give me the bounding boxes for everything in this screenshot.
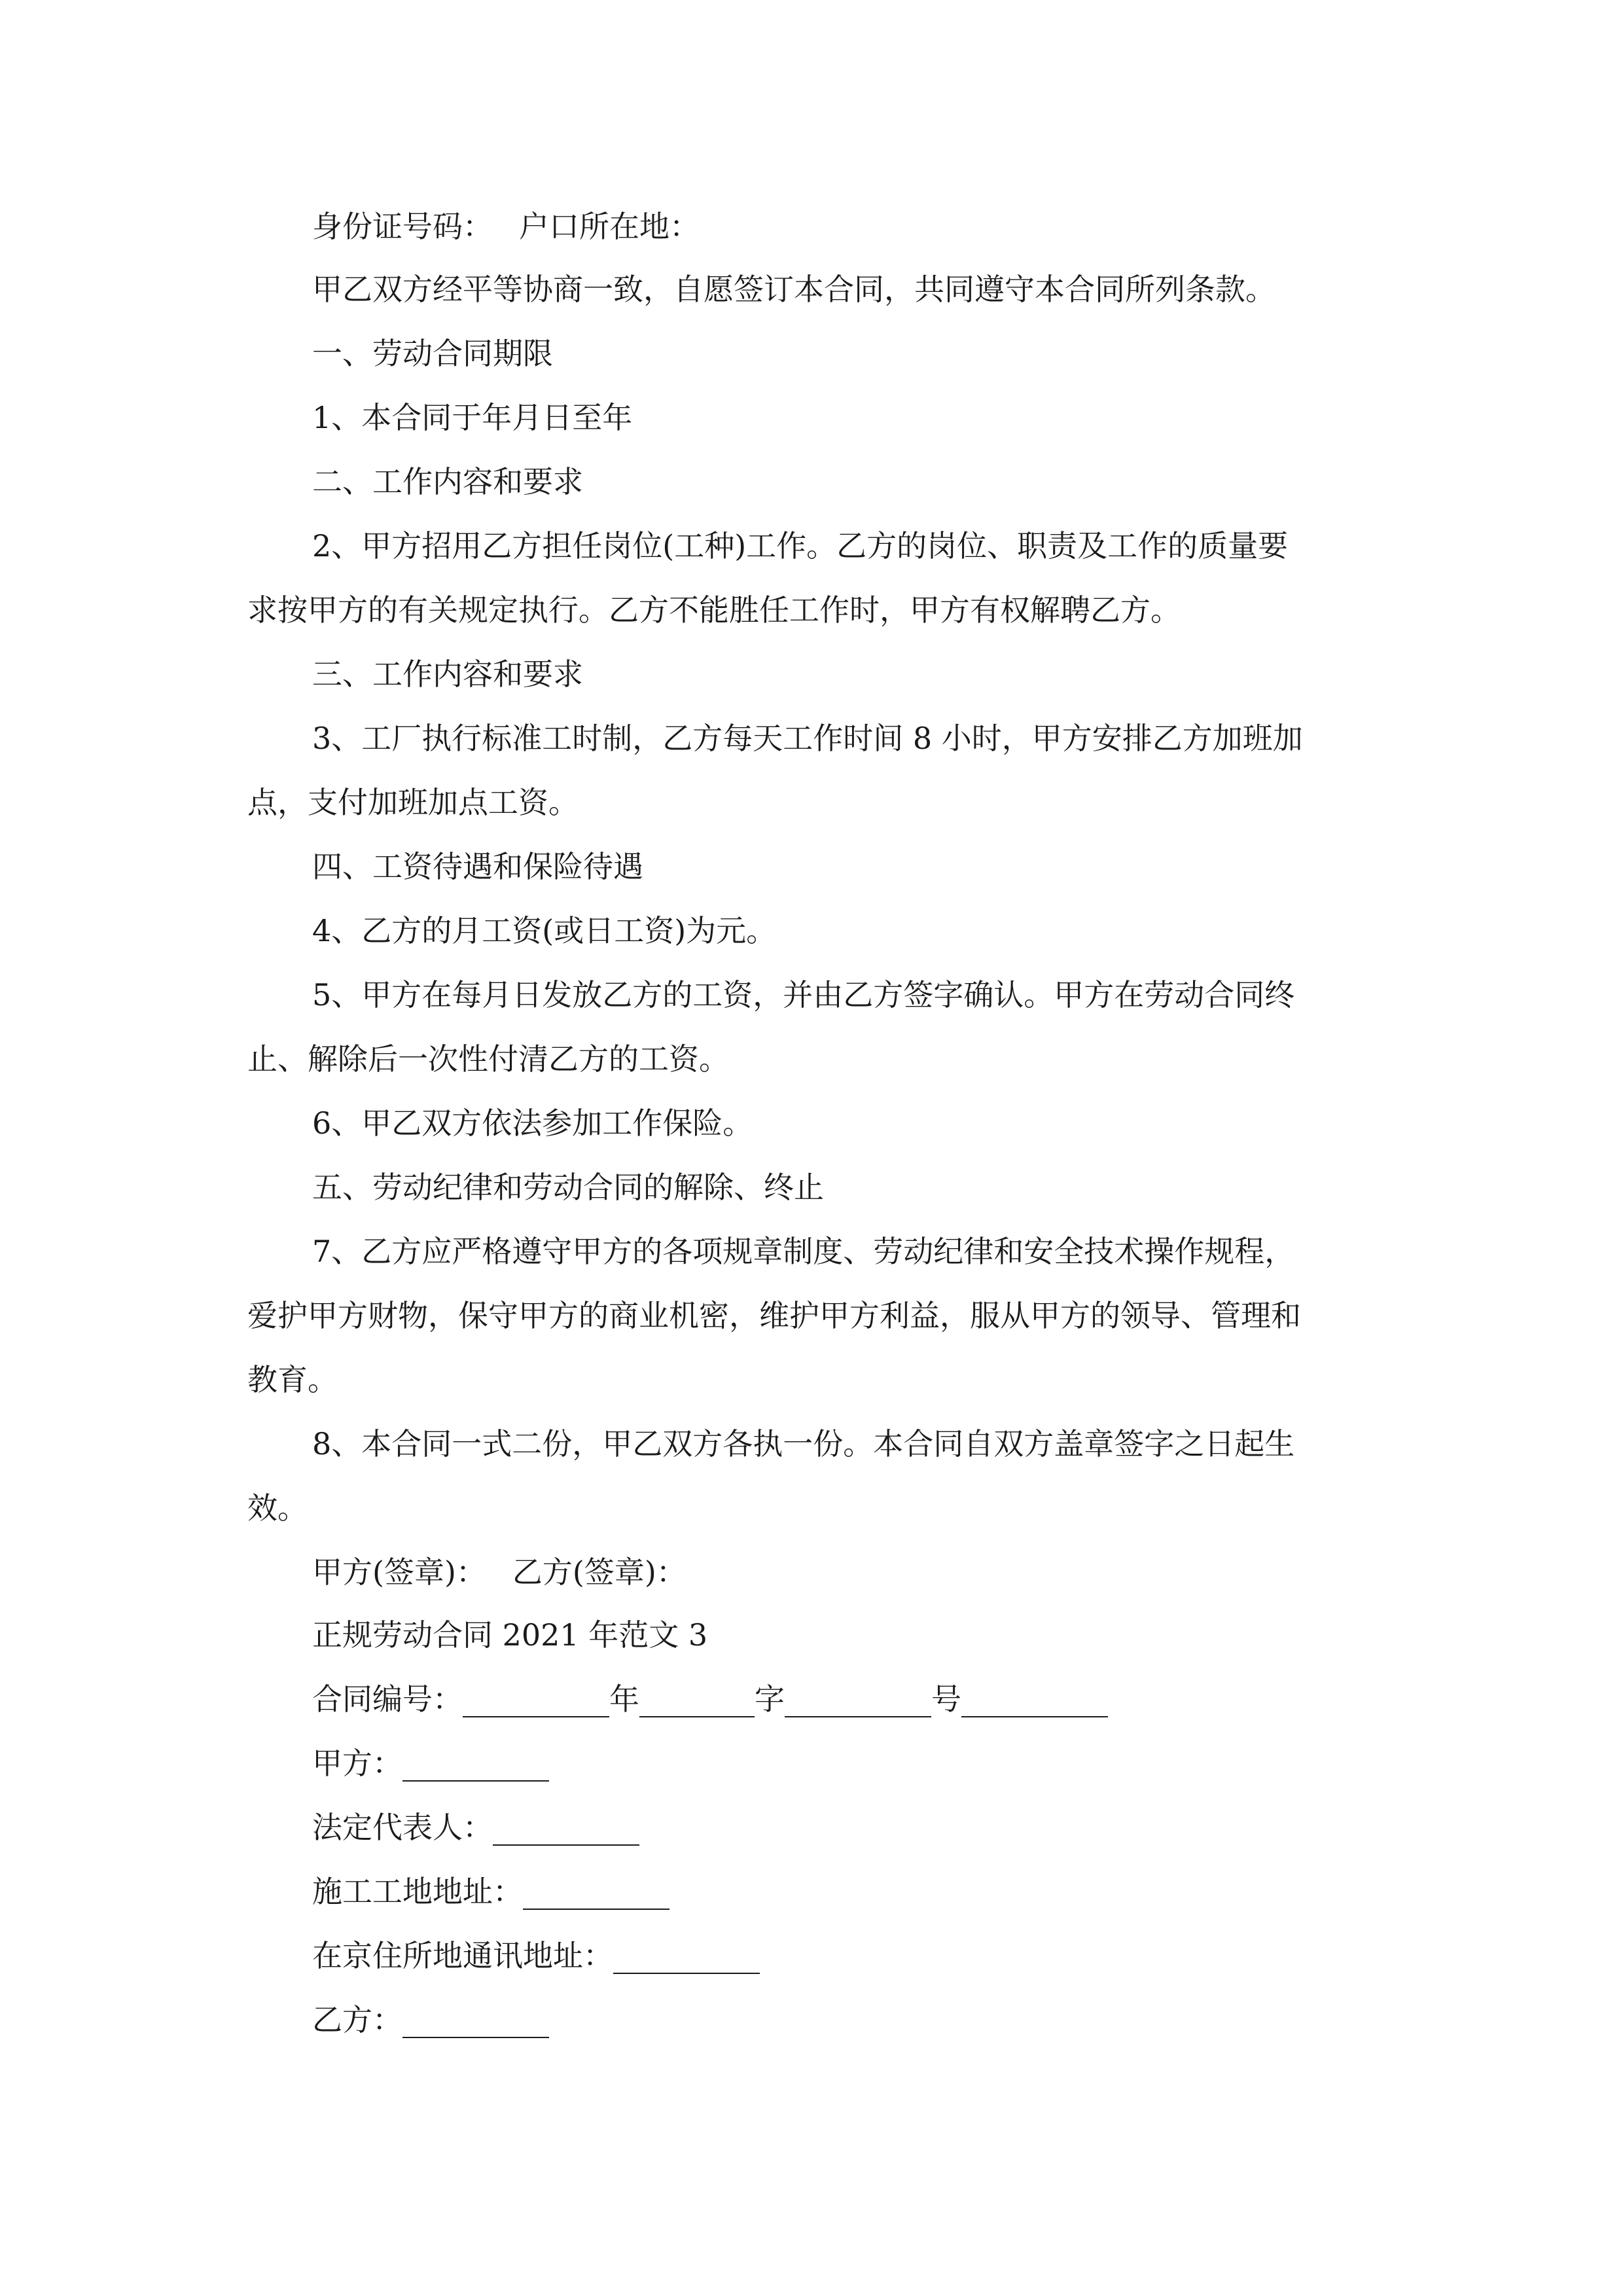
section-5-title: 五、劳动纪律和劳动合同的解除、终止 [312,1170,824,1205]
clause-4: 4、乙方的月工资(或日工资)为元。 [312,913,777,948]
section-3-title: 三、工作内容和要求 [312,656,583,692]
contract-number-label: 合同编号： [312,1681,463,1717]
party-a-blank[interactable] [402,1751,549,1782]
intro-paragraph: 甲乙双方经平等协商一致，自愿签订本合同，共同遵守本合同所列条款。 [312,272,1275,307]
legal-rep-line [312,1809,1451,1846]
clause-2-line-1: 2、甲方招用乙方担任岗位(工种)工作。乙方的岗位、职责及工作的质量要 [312,528,1289,564]
legal-rep-blank[interactable] [493,1816,639,1846]
section-2-title: 二、工作内容和要求 [312,464,583,499]
clause-1: 1、本合同于年月日至年 [312,400,633,435]
party-b-label: 乙方： [312,2002,402,2037]
id-number-label: 身份证号码： [312,209,493,244]
signature-line [312,1554,1451,1590]
clause-6: 6、甲乙双方依法参加工作保险。 [312,1105,753,1141]
clause-5-line-1: 5、甲方在每月日发放乙方的工资，并由乙方签字确认。甲方在劳动合同终 [312,977,1295,1013]
contract-num-label: 号 [931,1681,961,1717]
contract-year-label: 年 [609,1681,639,1717]
legal-rep-label: 法定代表人： [312,1810,493,1845]
clause-2-line-2: 求按甲方的有关规定执行。乙方不能胜任工作时，甲方有权解聘乙方。 [247,592,1181,628]
section-4-title: 四、工资待遇和保险待遇 [312,849,643,884]
party-a-label: 甲方： [312,1746,402,1781]
clause-7-line-3: 教育。 [247,1362,338,1397]
clause-8-line-1: 8、本合同一式二份，甲乙双方各执一份。本合同自双方盖章签字之日起生 [312,1426,1295,1462]
beijing-address-blank[interactable] [613,1944,760,1974]
party-b-blank[interactable] [402,2008,549,2038]
clause-3-line-1: 3、工厂执行标准工时制，乙方每天工作时间 8 小时，甲方安排乙方加班加 [312,721,1303,756]
contract-number-blank-4[interactable] [961,1687,1108,1717]
contract-char-label: 字 [755,1681,785,1717]
clause-3-line-2: 点，支付加班加点工资。 [247,785,579,820]
site-address-blank[interactable] [523,1880,669,1910]
party-a-line [312,1745,1451,1782]
party-b-line [312,2001,1451,2038]
beijing-address-line [312,1937,1451,1974]
contract-number-blank-3[interactable] [785,1687,931,1717]
party-b-signature-label: 乙方(签章)： [512,1554,687,1590]
clause-5-line-2: 止、解除后一次性付清乙方的工资。 [247,1041,729,1077]
contract-number-line [312,1681,1451,1717]
beijing-address-label: 在京住所地通讯地址： [312,1938,613,1973]
clause-7-line-2: 爱护甲方财物，保守甲方的商业机密，维护甲方利益，服从甲方的领导、管理和 [247,1298,1301,1333]
contract-number-blank-2[interactable] [639,1687,755,1717]
clause-7-line-1: 7、乙方应严格遵守甲方的各项规章制度、劳动纪律和安全技术操作规程， [312,1234,1295,1269]
section-1-title: 一、劳动合同期限 [312,336,553,371]
template-3-title: 正规劳动合同 2021 年范文 3 [312,1617,708,1653]
site-address-line [312,1873,1451,1910]
contract-number-blank-1[interactable] [463,1687,609,1717]
clause-8-line-2: 效。 [247,1490,308,1526]
id-line [312,208,1451,245]
party-a-signature-label: 甲方(签章)： [312,1554,486,1590]
site-address-label: 施工工地地址： [312,1874,523,1909]
hukou-label: 户口所在地： [519,209,700,244]
